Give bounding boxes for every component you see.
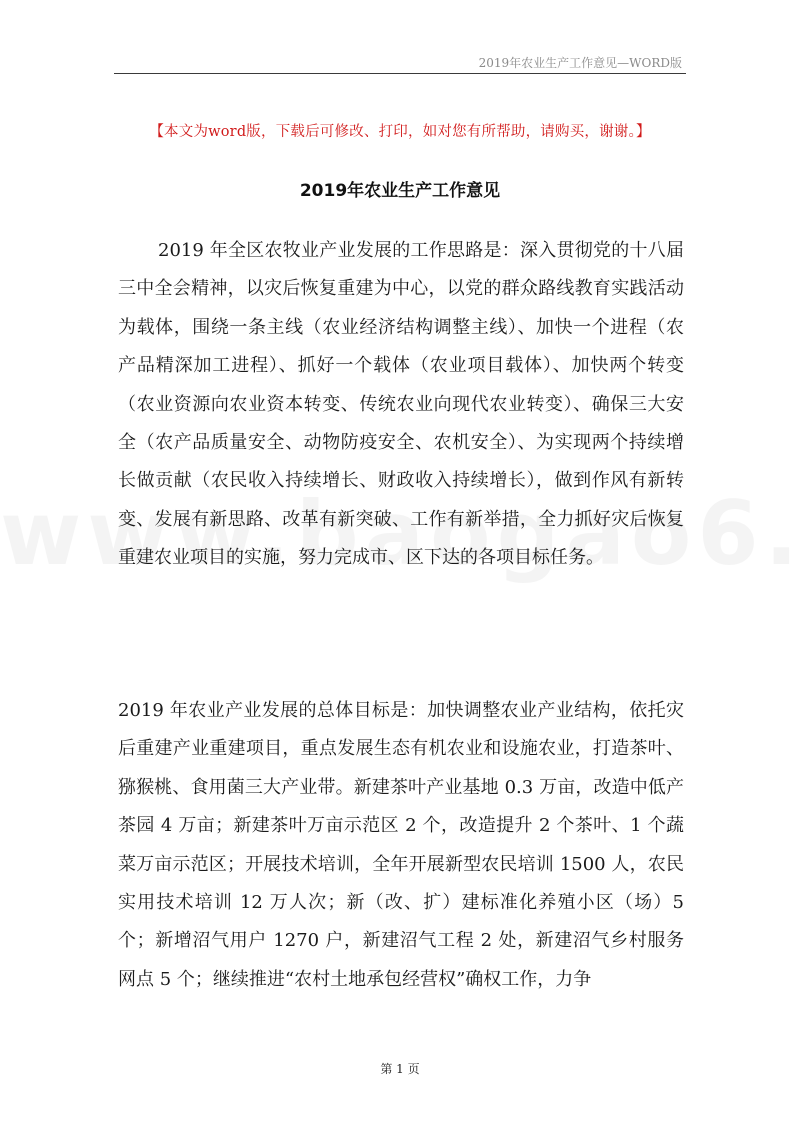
download-notice: 【本文为word版，下载后可修改、打印，如对您有所帮助，请购买，谢谢。】 [149,124,651,140]
running-header-title: 2019年农业生产工作意见—WORD版 [478,56,682,70]
header-divider [114,73,686,74]
page-number: 第 1 页 [380,1062,420,1076]
document-title: 2019年农业生产工作意见 [299,181,501,201]
body-paragraph-1: 2019 年全区农牧业产业发展的工作思路是：深入贯彻党的十八届三中全会精神，以灾后恢复重建为中心，以党的群众路线教育实践活动为载体，围绕一条主线（农业经济结构调整主线）、加快一个进程（农产品精深加工进程）、抓好一个载体（农业项目载体）、加快两个转变（农业资源向农业资本转变、传统农业向现代农业转变）、确保三大安全（农产品质量安全、动物防疫安全、农机安全）、为实现两个持续增长做贡献（农民收入持续增长、财政收入持续增长），做到作风有新转变、发展有新思路、改革有新突破、工作有新举措，全力抓好灾后恢复重建农业项目的实施，努力完成市、区下达的各项目标任务。 [118,240,684,569]
body-paragraph-2: 2019 年农业产业发展的总体目标是：加快调整农业产业结构，依托灾后重建产业重建项目，重点发展生态有机农业和设施农业，打造茶叶、猕猴桃、食用菌三大产业带。新建茶叶产业基地 0.3 万亩，改造中低产茶园 4 万亩；新建茶叶万亩示范区 2 个，改造提升 2 个茶叶、1 个蔬菜万亩示范区；开展技术培训，全年开展新型农民培训 1500 人，农民实用技术培训 12 万人次；新（改、扩）建标准化养殖小区（场）5 个；新增沼气用户 1270 户，新建沼气工程 2 处，新建沼气乡村服务网点 5 个；继续推进“农村土地承包经营权”确权工作，力争 [118,700,684,990]
